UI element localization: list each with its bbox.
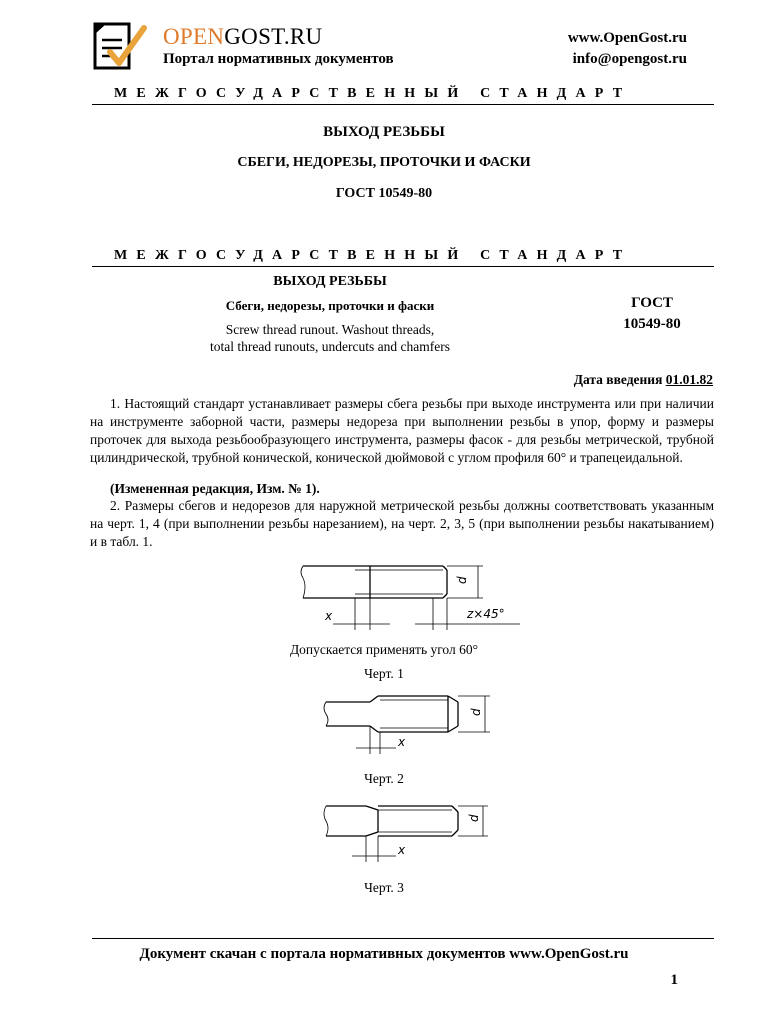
doc-gost-number: ГОСТ 10549-80: [335, 186, 433, 201]
paragraph-1-text: 1. Настоящий стандарт устанавливает размеры сбега резьбы при выходе инструмента или при наличии на инструменте заборной части, размеры недореза при выполнении резьбы в упор, форму и размеры проточек для выхода резьбообразующего инструмента, размеры фасок - для резьбы метрической, трубной цилиндрической, трубной конической, конической дюймовой с углом профиля 60° и трапецеидальной.: [90, 396, 714, 465]
dim-label-x: x: [398, 735, 406, 749]
block-english-line1: Screw thread runout. Washout threads,: [225, 322, 435, 337]
date-label: Дата введения: [573, 372, 663, 387]
paragraph-2: [90, 480, 714, 498]
figure-1-caption: Черт. 1: [364, 666, 404, 681]
dim-label-d: d: [469, 708, 483, 716]
dim-label-x: x: [398, 843, 406, 857]
block-english-line2: total thread runouts, undercuts and chamfers: [210, 339, 450, 354]
dim-label-z: z×45°: [467, 607, 505, 621]
page-number: 1: [670, 972, 678, 988]
paragraph-3-text: 2. Размеры сбегов и недорезов для наружной метрической резьбы должны соответствовать указанным на черт. 1, 4 (при выполнении резьбы нарезанием), на черт. 2, 3, 5 (при выполнении резьбы накатыванием) и в табл. 1.: [90, 498, 714, 549]
logo-text[interactable]: [163, 24, 322, 50]
block-title: ВЫХОД РЕЗЬБЫ: [273, 274, 387, 289]
footer-divider: [92, 938, 714, 939]
divider: [92, 266, 714, 267]
standard-banner: МЕЖГОСУДАРСТВЕННЫЙ СТАНДАРТ: [114, 248, 632, 263]
figure-3-drawing: [318, 798, 498, 870]
standard-banner-top: МЕЖГОСУДАРСТВЕННЫЙ СТАНДАРТ: [114, 86, 632, 101]
paragraph-3: [90, 497, 714, 551]
date-value: 01.01.82: [665, 372, 713, 387]
dim-label-x: x: [325, 609, 333, 623]
figure-note: Допускается применять угол 60°: [289, 642, 479, 657]
site-link[interactable]: www.OpenGost.ru: [567, 30, 687, 46]
portal-tagline: Портал нормативных документов: [163, 51, 394, 67]
gost-label: ГОСТ: [631, 295, 673, 311]
figure-2-caption: Черт. 2: [364, 771, 404, 786]
paragraph-2-text: (Измененная редакция, Изм. № 1).: [110, 481, 320, 496]
dim-label-d: d: [455, 576, 469, 584]
figure-1-drawing: [295, 558, 525, 638]
doc-title: ВЫХОД РЕЗЬБЫ: [323, 124, 445, 140]
dim-label-d: d: [467, 814, 481, 822]
logo-open: OPEN: [163, 24, 225, 49]
logo-gost: GOST.RU: [224, 24, 323, 49]
doc-subtitle: СБЕГИ, НЕДОРЕЗЫ, ПРОТОЧКИ И ФАСКИ: [237, 155, 531, 170]
email-link[interactable]: info@opengost.ru: [572, 51, 687, 67]
introduction-date: [574, 372, 713, 388]
figure-3-caption: Черт. 3: [364, 880, 404, 895]
logo-icon[interactable]: [92, 18, 148, 72]
block-subtitle: Сбеги, недорезы, проточки и фаски: [225, 298, 435, 313]
footer-text[interactable]: Документ скачан с портала нормативных документов www.OpenGost.ru: [139, 946, 629, 962]
divider: [92, 104, 714, 105]
paragraph-1: [90, 395, 714, 467]
figure-2-drawing: [318, 690, 498, 760]
gost-number: 10549-80: [623, 316, 681, 332]
